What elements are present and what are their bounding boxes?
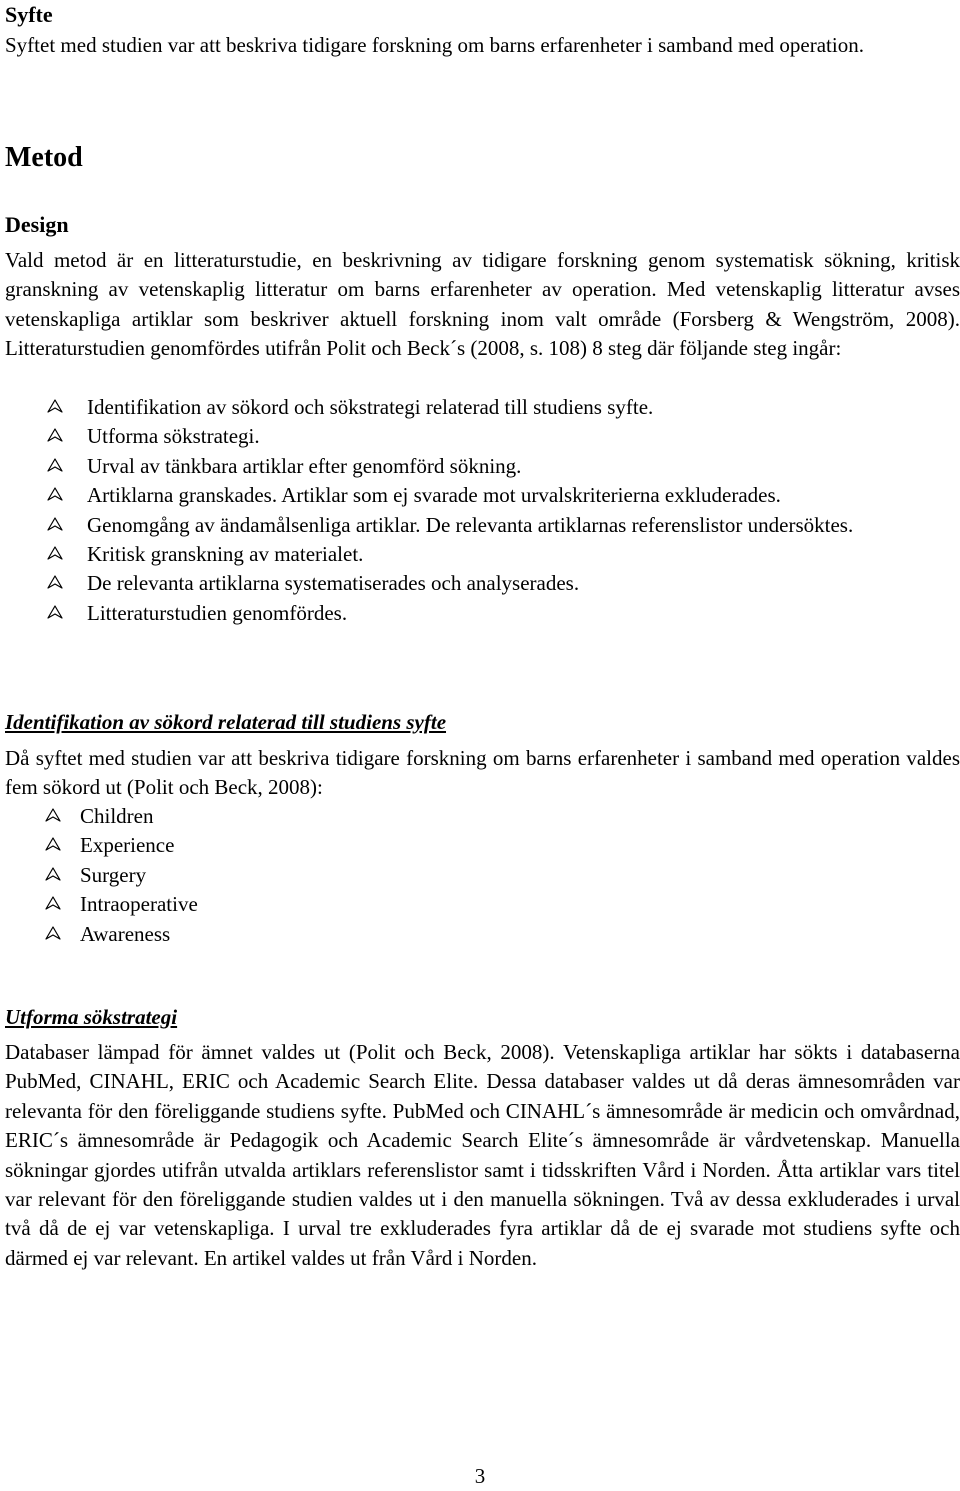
step-item-text: Litteraturstudien genomfördes.	[87, 600, 348, 625]
arrowhead-icon	[45, 802, 61, 831]
design-text: Vald metod är en litteraturstudie, en beskrivning av tidigare forskning genom systematisk sökning, kritisk granskning av vetenskaplig litteratur om barns erfarenheter av operation. Med vetenskaplig litteratur avses vetenskapliga artiklar som beskriver aktuell forskning inom valt område (Forsberg & Wengström, 2008). Litteraturstudien genomfördes utifrån Polit och Beck´s (2008, s. 108) 8 steg där följande steg ingår:	[5, 248, 960, 361]
identifikation-text: Då syftet med studien var att beskriva tidigare forskning om barns erfarenheter i samband med operation valdes fem sökord ut (Polit och Beck, 2008):	[5, 746, 960, 800]
arrowhead-icon	[45, 890, 61, 919]
step-item-text: Urval av tänkbara artiklar efter genomförd sökning.	[87, 453, 522, 478]
arrowhead-icon	[47, 393, 63, 422]
step-item	[5, 393, 960, 422]
arrowhead-icon	[45, 831, 61, 860]
arrowhead-icon	[47, 452, 63, 481]
step-item-text: Genomgång av ändamålsenliga artiklar. De relevanta artiklarnas referenslistor undersöktes.	[87, 512, 854, 537]
keyword-item-text: Children	[80, 804, 154, 828]
step-item	[5, 569, 960, 598]
step-item-text: Artiklarna granskades. Artiklar som ej svarade mot urvalskriterierna exkluderades.	[87, 483, 781, 508]
syfte-heading: Syfte	[5, 2, 53, 27]
identifikation-heading: Identifikation av sökord relaterad till studiens syfte	[5, 710, 447, 734]
step-item	[5, 511, 960, 540]
arrowhead-icon	[47, 599, 63, 628]
arrowhead-icon	[45, 861, 61, 890]
keyword-item	[5, 831, 960, 860]
step-item	[5, 481, 960, 510]
syfte-text: Syftet med studien var att beskriva tidigare forskning om barns erfarenheter i samband med operation.	[5, 33, 864, 57]
arrowhead-icon	[47, 422, 63, 451]
step-item	[5, 599, 960, 628]
arrowhead-icon	[47, 511, 63, 540]
step-item-text: Utforma sökstrategi.	[87, 424, 260, 449]
keyword-item	[5, 890, 960, 919]
step-item-text: Identifikation av sökord och sökstrategi relaterad till studiens syfte.	[87, 395, 654, 419]
arrowhead-icon	[47, 481, 63, 510]
arrowhead-icon	[45, 920, 61, 949]
step-item	[5, 540, 960, 569]
keyword-item	[5, 861, 960, 890]
keyword-item	[5, 802, 960, 831]
utforma-heading: Utforma sökstrategi	[5, 1005, 178, 1029]
step-item	[5, 422, 960, 451]
step-item	[5, 452, 960, 481]
keyword-item-text: Awareness	[80, 921, 171, 946]
keyword-item	[5, 920, 960, 949]
step-item-text: De relevanta artiklarna systematiserades och analyserades.	[87, 571, 580, 596]
steps-list	[5, 393, 960, 628]
arrowhead-icon	[47, 569, 63, 598]
keywords-list	[5, 802, 960, 949]
metod-heading: Metod	[5, 142, 83, 173]
page-number: 3	[474, 1464, 486, 1488]
keyword-item-text: Intraoperative	[80, 892, 198, 917]
arrowhead-icon	[47, 540, 63, 569]
design-heading: Design	[5, 212, 69, 237]
utforma-text: Databaser lämpad för ämnet valdes ut (Polit och Beck, 2008). Vetenskapliga artiklar har sökts i databaserna PubMed, CINAHL, ERIC och Academic Search Elite. Dessa databaser valdes ut då deras ämnesområden var relevanta för den föreliggande studiens syfte. PubMed och CINAHL´s ämnesområde är medicin och omvårdnad, ERIC´s ämnesområde är Pedagogik och Academic Search Elite´s ämnesområde är vårdvetenskap. Manuella sökningar gjordes utifrån utvalda artiklars referenslistor samt i tidsskriften Vård i Norden. Åtta artiklar vars titel var relevant för den föreliggande studien valdes ut i den manuella sökningen. Två av dessa exkluderades i urval två då de ej var vetenskapliga. I urval tre exkluderades fyra artiklar då de ej svarade mot studiens syfte och därmed ej var relevant. En artikel valdes ut från Vård i Norden.	[5, 1040, 960, 1270]
keyword-item-text: Surgery	[80, 862, 147, 887]
keyword-item-text: Experience	[80, 833, 175, 858]
step-item-text: Kritisk granskning av materialet.	[87, 542, 364, 567]
